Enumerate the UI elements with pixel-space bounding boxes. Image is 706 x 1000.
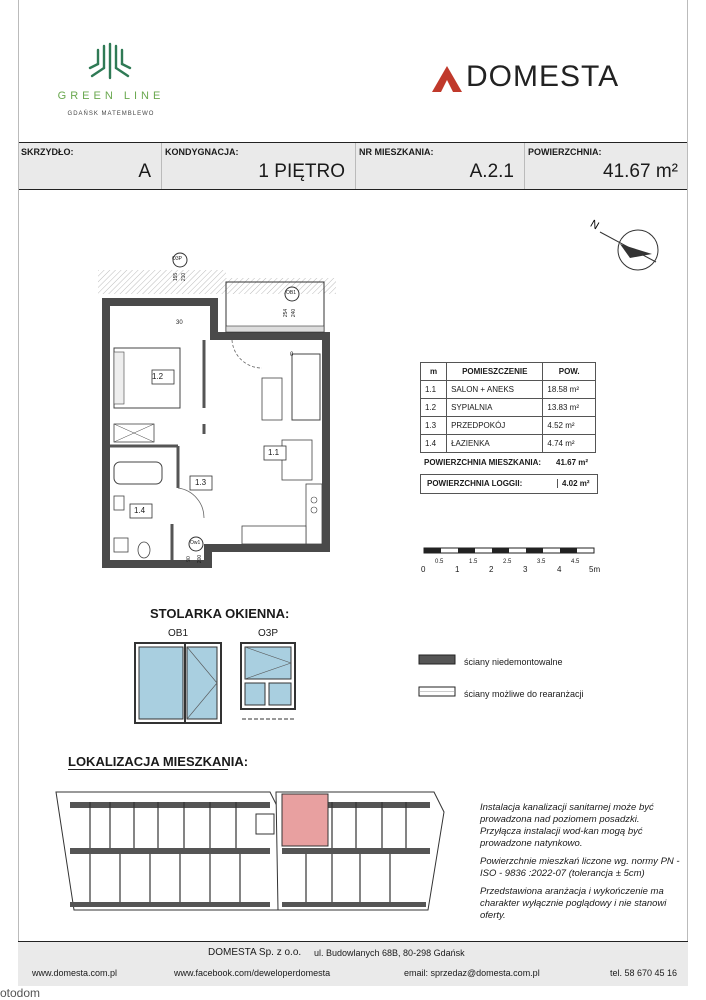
table-row xyxy=(421,417,596,435)
rooms-table xyxy=(420,362,596,453)
row-area: 13.83 m² xyxy=(543,399,596,417)
north-arrow-icon xyxy=(586,218,676,278)
room-label-1-1: 1.1 xyxy=(268,448,280,457)
scale-tick: 1.5 xyxy=(469,559,478,565)
scale-tick: 3.5 xyxy=(537,559,546,565)
dim-30: 30 xyxy=(176,320,183,326)
window-ob1-icon xyxy=(134,642,224,724)
row-area: 18.58 m² xyxy=(543,381,596,399)
scale-tick: 0.5 xyxy=(435,559,444,565)
location-title-underline xyxy=(68,769,228,770)
row-no: 1.1 xyxy=(421,381,447,399)
row-room: SYPIALNIA xyxy=(447,399,543,417)
dim-200: 200 xyxy=(197,554,204,564)
footer-address: ul. Budowlanych 68B, 80-298 Gdańsk xyxy=(314,948,465,958)
footer-company: DOMESTA Sp. z o.o. xyxy=(208,947,302,958)
scale-tick: 2 xyxy=(489,565,494,574)
windows-title: STOLARKA OKIENNA: xyxy=(150,606,290,621)
table-row xyxy=(421,435,596,453)
apartment-info-bar xyxy=(18,142,688,190)
watermark: otodom xyxy=(0,986,41,1000)
building-location-plan xyxy=(50,784,460,924)
project-name: GREEN LINE xyxy=(57,90,165,102)
tag-o3p: O3P xyxy=(172,256,183,262)
area-value: 41.67 m² xyxy=(603,161,678,182)
highlighted-apartment xyxy=(282,794,328,846)
developer-name: DOMESTA xyxy=(466,60,620,93)
dim-0: 0 xyxy=(290,352,294,358)
tag-ob1: OB1 xyxy=(286,290,297,296)
building-label: SKRZYDŁO: xyxy=(21,147,74,157)
rearrangeable-wall-swatch xyxy=(418,686,458,698)
loggia-area-box xyxy=(420,474,598,494)
dim-210: 210 xyxy=(181,272,188,282)
row-no: 1.4 xyxy=(421,435,447,453)
apartment-value: A.2.1 xyxy=(469,161,514,182)
row-room: ŁAZIENKA xyxy=(447,435,543,453)
building-cell xyxy=(18,143,162,189)
row-no: 1.3 xyxy=(421,417,447,435)
col-no: m xyxy=(421,363,447,381)
total-area-label: POWIERZCHNIA MIESZKANIA: xyxy=(424,458,542,467)
scale-tick: 3 xyxy=(523,565,528,574)
footer xyxy=(18,941,688,986)
floor-plan xyxy=(92,248,342,578)
floor-value: 1 PIĘTRO xyxy=(258,161,345,182)
footer-website-link[interactable]: www.domesta.com.pl xyxy=(32,968,118,978)
table-row xyxy=(421,399,596,417)
location-title: LOKALIZACJA MIESZKANIA: xyxy=(68,754,249,769)
scale-tick: 1 xyxy=(455,565,460,574)
footer-email-link[interactable]: email: sprzedaz@domesta.com.pl xyxy=(404,968,540,978)
scale-bar xyxy=(420,544,600,558)
row-room: SALON + ANEKS xyxy=(447,381,543,399)
total-area-value: 41.67 m² xyxy=(556,458,589,467)
dim-90: 90 xyxy=(185,556,192,562)
green-line-logo-icon xyxy=(30,38,190,88)
room-label-1-3: 1.3 xyxy=(195,478,207,487)
table-row xyxy=(421,381,596,399)
window-ob1-label: OB1 xyxy=(168,628,189,639)
room-label-1-4: 1.4 xyxy=(134,506,146,515)
scale-tick: 4.5 xyxy=(571,559,580,565)
row-area: 4.74 m² xyxy=(543,435,596,453)
domesta-logo-icon xyxy=(432,66,462,92)
rooms-table-header xyxy=(421,363,596,381)
loggia-area-label: POWIERZCHNIA LOGGII: xyxy=(427,479,523,488)
floor-cell xyxy=(162,143,356,189)
floor-label: KONDYGNACJA: xyxy=(165,147,239,157)
room-label-1-2: 1.2 xyxy=(152,372,164,381)
non-removable-wall-swatch xyxy=(418,654,458,666)
dim-254: 254 xyxy=(283,308,290,318)
building-value: A xyxy=(138,161,151,182)
col-room: POMIESZCZENIE xyxy=(447,363,543,381)
footer-facebook-link[interactable]: www.facebook.com/deweloperdomesta xyxy=(174,968,331,978)
apartment-cell xyxy=(356,143,525,189)
right-frame-rule xyxy=(687,0,688,941)
row-area: 4.52 m² xyxy=(543,417,596,435)
apartment-label: NR MIESZKANIA: xyxy=(359,147,434,157)
note-sewer: Instalacja kanalizacji sanitarnej może być prowadzona nad poziomem posadzki. xyxy=(480,802,654,825)
scale-tick: 2.5 xyxy=(503,559,512,565)
loggia-area-value: 4.02 m² xyxy=(557,479,590,488)
left-frame-rule xyxy=(18,0,19,941)
svg-text:N: N xyxy=(588,218,601,233)
area-cell xyxy=(525,143,688,189)
dim-240: 240 xyxy=(291,308,298,318)
col-area: POW. xyxy=(543,363,596,381)
note-disclaimer: Przedstawiona aranżacja i wykończenie ma charakter wyłącznie poglądowy i nie stanowi oferty. xyxy=(480,886,667,921)
note-water: Przyłącza instalacji wod-kan mogą być prowadzone natynkowo. xyxy=(480,826,643,849)
scale-tick: 0 xyxy=(421,565,426,574)
area-label: POWIERZCHNIA: xyxy=(528,147,602,157)
legend-rearrangeable: ściany możliwe do rearanżacji xyxy=(464,689,584,699)
window-o3p-icon xyxy=(240,642,296,724)
project-location: GDAŃSK MATEMBLEWO xyxy=(67,111,155,117)
tag-ow1: Ow1 xyxy=(190,540,201,546)
dim-155: 155 xyxy=(173,272,180,282)
footer-phone: tel. 58 670 45 16 xyxy=(610,968,678,978)
scale-tick: 4 xyxy=(557,565,562,574)
scale-tick: 5m xyxy=(589,565,601,574)
note-area-norm: Powierzchnie mieszkań liczone wg. normy PN - ISO - 9836 :2022-07 (tolerancja ± 5cm) xyxy=(480,856,680,879)
legend-non-removable: ściany niedemontowalne xyxy=(464,657,563,667)
window-o3p-label: O3P xyxy=(258,628,279,639)
row-no: 1.2 xyxy=(421,399,447,417)
row-room: PRZEDPOKÓJ xyxy=(447,417,543,435)
